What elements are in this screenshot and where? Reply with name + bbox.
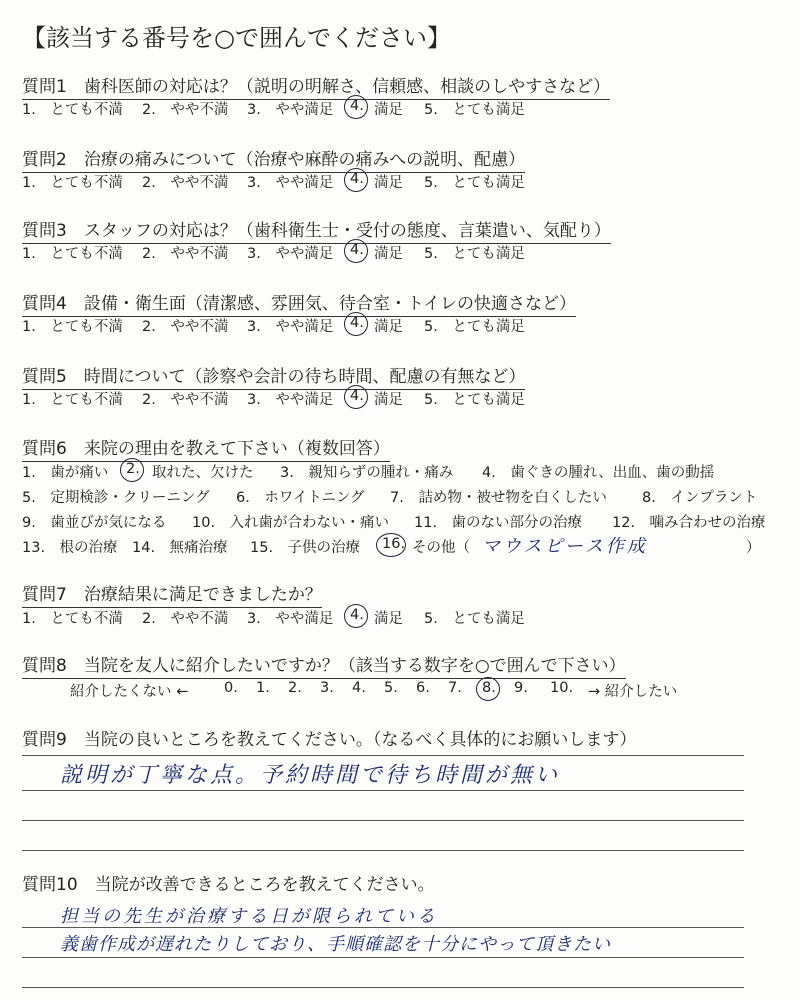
answer-circle [344,95,368,119]
answer-circle [344,385,368,409]
page-title: 【該当する番号を○で囲んでください】 [22,24,451,52]
score-option[interactable]: 3. [320,680,334,696]
answer-line [22,755,744,756]
option-5[interactable]: 5. とても満足 [424,392,525,408]
score-option[interactable]: 1. [256,680,270,696]
reason-option[interactable]: 1. 歯が痛い [22,465,109,481]
option-2[interactable]: 2. やや不満 [142,102,229,118]
reason-option[interactable]: 8. インプラント [642,490,758,506]
score-option[interactable]: 7. [448,680,462,696]
answer-circle [344,312,368,336]
option-4[interactable]: 4. [350,242,364,258]
question-3-scale [22,242,782,266]
option-3[interactable]: 3. やや満足 [247,102,334,118]
option-5[interactable]: 5. とても満足 [424,246,525,262]
option-5[interactable]: 5. とても満足 [424,175,525,191]
reason-option[interactable]: 7. 詰め物・被せ物を白くしたい [390,490,607,506]
score-option[interactable]: 6. [416,680,430,696]
question-10-handwritten-line-2[interactable]: 義歯作成が遅れたりしており、手順確認を十分にやって頂きたい [60,934,611,955]
score-option[interactable]: 10. [550,680,574,696]
question-3-title: 質問3 スタッフの対応は？（歯科衛生士・受付の態度、言葉遣い、気配り） [22,216,611,244]
option-1[interactable]: 1. とても不満 [22,246,123,262]
answer-line [22,820,744,821]
option-4-label: 満足 [374,392,403,408]
answer-line [22,987,744,988]
reason-option[interactable]: 12. 噛み合わせの治療 [612,515,766,531]
reason-option[interactable]: 14. 無痛治療 [132,540,228,556]
answer-circle [344,239,368,263]
other-close-paren: ） [746,540,761,556]
option-3[interactable]: 3. やや満足 [247,611,334,627]
option-5[interactable]: 5. とても満足 [424,319,525,335]
option-4-label: 満足 [374,611,403,627]
answer-line [22,957,744,958]
option-2[interactable]: 2. やや不満 [142,611,229,627]
question-9-title: 質問9 当院の良いところを教えてください。（なるべく具体的にお願いします） [22,730,637,750]
option-5[interactable]: 5. とても満足 [424,102,525,118]
reason-option-label: 取れた、欠けた [152,465,254,481]
reason-option[interactable]: 16. [382,536,406,552]
question-4-title: 質問4 設備・衛生面（清潔感、雰囲気、待合室・トイレの快適さなど） [22,289,576,317]
reason-option[interactable]: 13. 根の治療 [22,540,118,556]
reason-option[interactable]: 9. 歯並びが気になる [22,515,167,531]
option-3[interactable]: 3. やや満足 [247,246,334,262]
option-4[interactable]: 4. [350,607,364,623]
question-10-handwritten-line-1[interactable]: 担当の先生が治療する日が限られている [60,906,438,927]
option-1[interactable]: 1. とても不満 [22,392,123,408]
reason-option[interactable]: 3. 親知らずの腫れ・痛み [280,465,454,481]
reason-option[interactable]: 10. 入れ歯が合わない・痛い [192,515,390,531]
reason-option[interactable]: 15. 子供の治療 [250,540,361,556]
option-4[interactable]: 4. [350,171,364,187]
question-6-row-3 [22,511,792,535]
answer-circle [476,677,500,701]
option-4-label: 満足 [374,246,403,262]
question-2-title: 質問2 治療の痛みについて（治療や麻酔の痛みへの説明、配慮） [22,145,525,173]
option-4[interactable]: 4. [350,315,364,331]
option-3[interactable]: 3. やや満足 [247,319,334,335]
option-4[interactable]: 4. [350,98,364,114]
question-5-title: 質問5 時間について（診察や会計の待ち時間、配慮の有無など） [22,362,525,390]
option-4-label: 満足 [374,319,403,335]
question-10-title: 質問10 当院が改善できるところを教えてください。 [22,875,435,895]
option-2[interactable]: 2. やや不満 [142,319,229,335]
score-option[interactable]: 5. [384,680,398,696]
score-option[interactable]: 8. [482,680,496,696]
option-1[interactable]: 1. とても不満 [22,319,123,335]
answer-line [22,790,744,791]
question-6-row-2 [22,486,792,510]
question-9-handwritten-answer[interactable]: 説明が丁寧な点。予約時間で待ち時間が無い [60,763,561,788]
option-1[interactable]: 1. とても不満 [22,102,123,118]
reason-option[interactable]: 4. 歯ぐきの腫れ、出血、歯の動揺 [482,465,715,481]
question-6-title: 質問6 来院の理由を教えて下さい（複数回答） [22,434,390,462]
option-1[interactable]: 1. とても不満 [22,611,123,627]
scale-right-label: → 紹介したい [588,684,678,700]
reason-option[interactable]: 11. 歯のない部分の治療 [414,515,583,531]
other-handwritten-answer[interactable]: マウスピース作成 [482,536,648,557]
option-5[interactable]: 5. とても満足 [424,611,525,627]
option-2[interactable]: 2. やや不満 [142,246,229,262]
question-8-title: 質問8 当院を友人に紹介したいですか？（該当する数字を○で囲んで下さい） [22,651,626,679]
score-option[interactable]: 9. [514,680,528,696]
reason-option[interactable]: 6. ホワイトニング [236,490,365,506]
score-option[interactable]: 0. [224,680,238,696]
score-option[interactable]: 4. [352,680,366,696]
question-2-scale [22,171,782,195]
answer-circle [376,533,406,557]
question-6-row-1 [22,461,792,485]
answer-circle [344,604,368,628]
answer-line [22,927,744,928]
question-7-scale [22,607,782,631]
scale-left-label: 紹介したくない ← [70,684,189,700]
question-5-scale [22,388,782,412]
option-2[interactable]: 2. やや不満 [142,392,229,408]
reason-option[interactable]: 5. 定期検診・クリーニング [22,490,210,506]
question-1-title: 質問1 歯科医師の対応は？（説明の明解さ、信頼感、相談のしやすさなど） [22,72,610,100]
question-6-row-4 [22,536,792,562]
question-8-scale [70,680,770,704]
option-1[interactable]: 1. とても不満 [22,175,123,191]
option-4-label: 満足 [374,175,403,191]
option-3[interactable]: 3. やや満足 [247,392,334,408]
question-7-title: 質問7 治療結果に満足できましたか？ [22,580,322,608]
answer-circle [344,168,368,192]
question-1-scale [22,98,782,122]
reason-option[interactable]: 2. [126,461,140,477]
option-4[interactable]: 4. [350,388,364,404]
option-3[interactable]: 3. やや満足 [247,175,334,191]
answer-circle [120,458,144,482]
score-option[interactable]: 2. [288,680,302,696]
question-4-scale [22,315,782,339]
other-label: その他（ [412,540,470,556]
option-2[interactable]: 2. やや不満 [142,175,229,191]
answer-line [22,850,744,851]
option-4-label: 満足 [374,102,403,118]
